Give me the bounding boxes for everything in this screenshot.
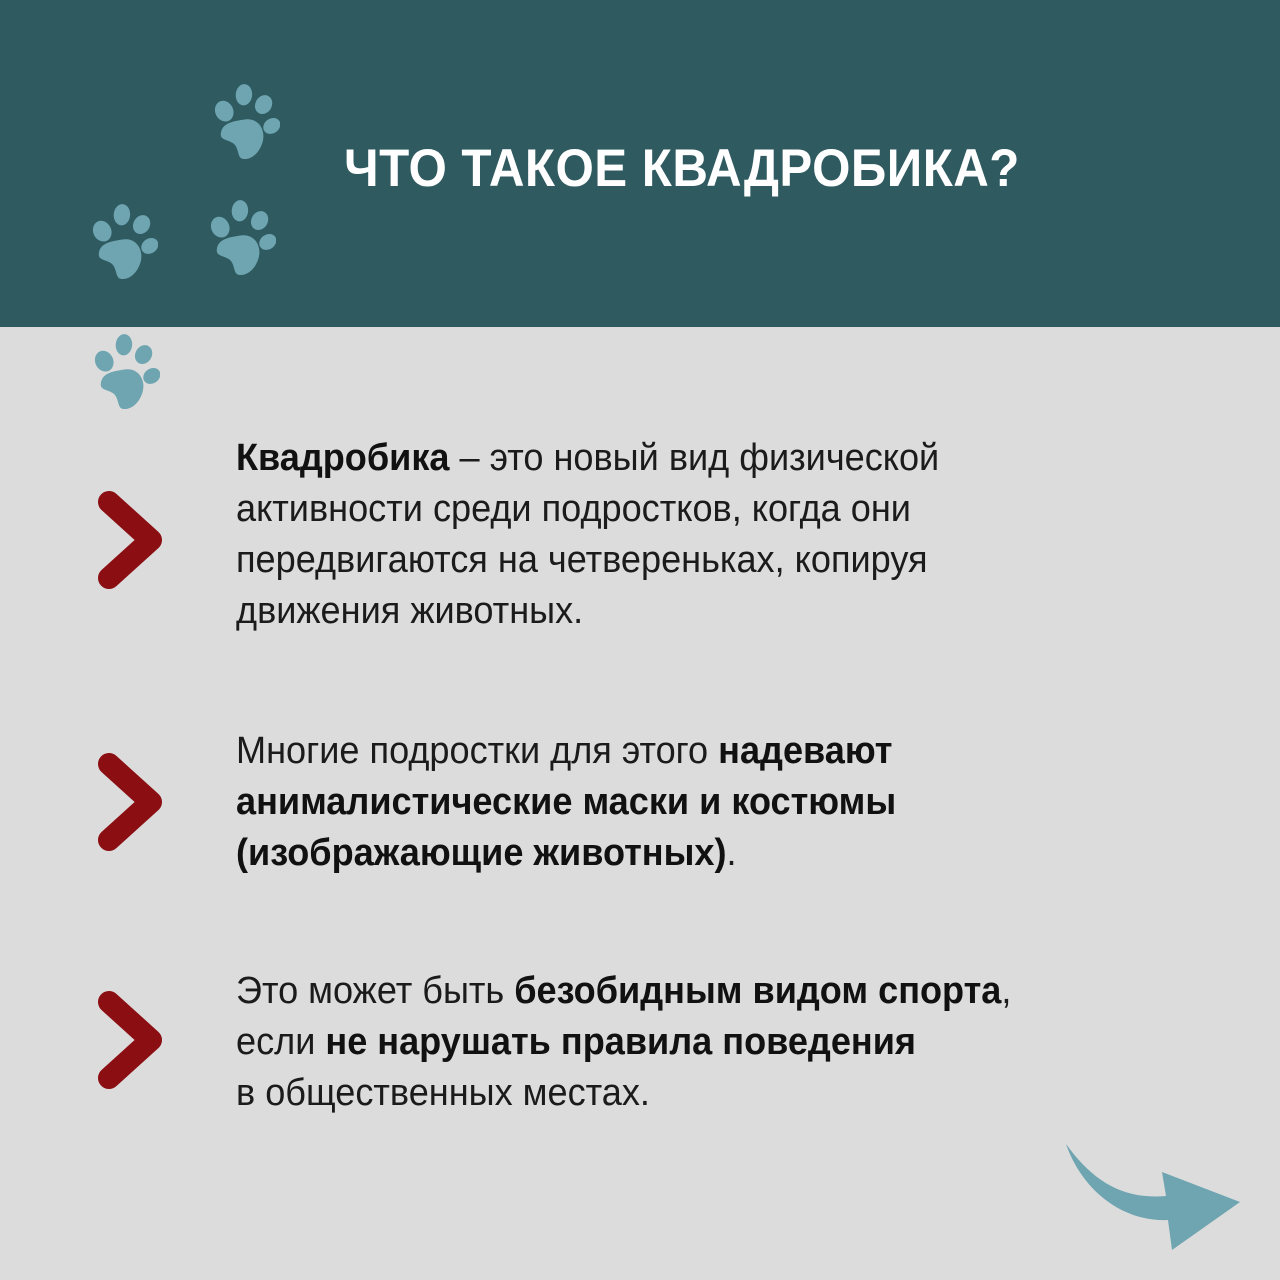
text-line [236, 726, 1148, 777]
text-line [236, 777, 1148, 828]
text-regular: если [236, 1021, 326, 1063]
info-block-2 [236, 726, 1148, 879]
text-regular: в общественных местах. [236, 1072, 650, 1114]
text-bold: надевают [718, 730, 893, 772]
text-regular: движения животных. [236, 590, 584, 632]
text-bold: анималистические маски и костюмы [236, 781, 897, 823]
text-line [236, 1017, 1148, 1068]
next-arrow-icon[interactable] [1062, 1140, 1242, 1252]
text-bold: безобидным видом спорта [514, 970, 1002, 1012]
paw-print-icon [76, 198, 158, 284]
text-bold: (изображающие животных) [236, 832, 727, 874]
paw-print-icon [194, 194, 276, 280]
text-bold: не нарушать правила поведения [325, 1021, 916, 1063]
text-line [236, 433, 1148, 484]
text-regular: Это может быть [236, 970, 515, 1012]
text-bold: Квадробика [236, 437, 450, 479]
text-regular: Многие подростки для этого [236, 730, 719, 772]
text-regular: . [726, 832, 737, 874]
text-line [236, 1068, 1148, 1119]
info-block-3 [236, 966, 1148, 1119]
text-line [236, 586, 1148, 637]
info-block-1 [236, 433, 1148, 637]
text-regular: , [1001, 970, 1012, 1012]
page-title: ЧТО ТАКОЕ КВАДРОБИКА? [344, 139, 1020, 198]
paw-print-icon [198, 78, 280, 164]
text-line [236, 966, 1148, 1017]
text-line [236, 535, 1148, 586]
chevron-right-icon [95, 752, 165, 852]
text-line [236, 484, 1148, 535]
text-line [236, 828, 1148, 879]
chevron-right-icon [95, 490, 165, 590]
text-regular: передвигаются на четвереньках, копируя [236, 539, 928, 581]
text-regular: активности среди подростков, когда они [236, 488, 911, 530]
text-regular: – это новый вид физической [449, 437, 940, 479]
chevron-right-icon [95, 990, 165, 1090]
paw-print-icon [78, 328, 160, 414]
